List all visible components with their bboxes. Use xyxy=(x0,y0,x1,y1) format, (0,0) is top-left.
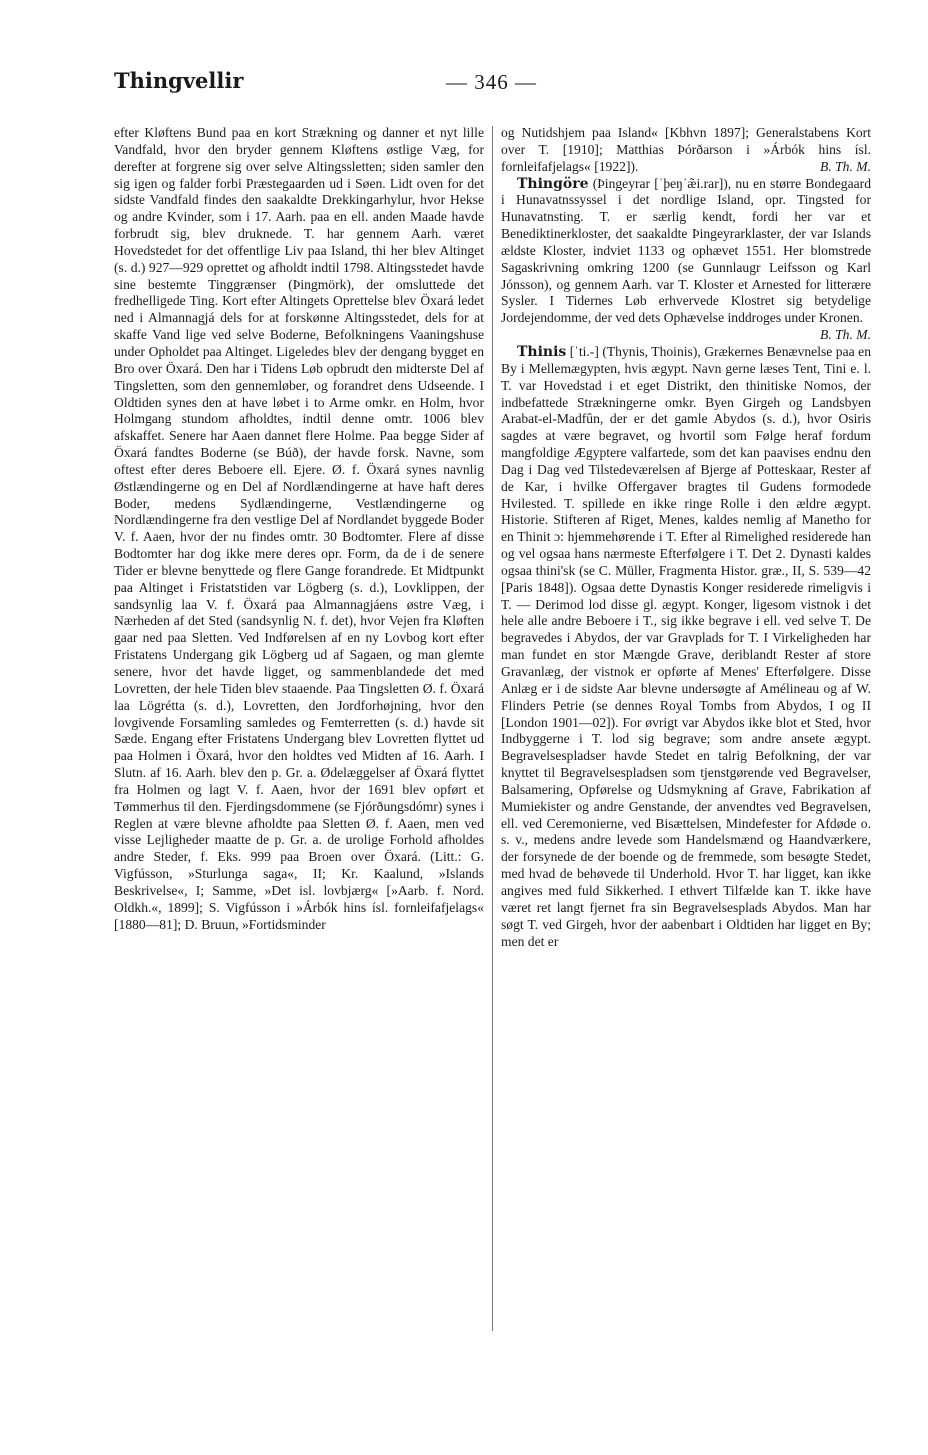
entry-headword: Thingöre xyxy=(517,175,589,192)
page-number: — 346 — xyxy=(446,70,537,94)
thinis-entry xyxy=(501,344,871,950)
entry-body: [ˈti.-] (Thynis, Thoinis), Grækernes Benævnelse paa en By i Mellemægypten, hvis ægypt. Navn gerne læses Tent, Tini e. l. T. var Hovedstad i et eget Distrikt, den thinitiske Nomos, der indbefattede Strækningerne omkr. Byen Girgeh og Landsbyen Arabat-el-Madfûn, der er det gamle Abydos (s. d.), hvor Osiris sagdes at være begravet, og hvortil som Følge heraf fordum mangfoldige Ægyptere valfartede, som det kan paavises endnu den Dag i Dag ved Tilstedeværelsen af Bjerge af Potteskaar, Rester af de Kar, i hvilke Offergaver bragtes til Gudens formodede Hvilested. T. spillede en ikke ringe Rolle i den ældre ægypt. Historie. Stifteren af Riget, Menes, kaldes nemlig af Manetho for en Thinit ɔ: hjemmehørende i T. Efter al Rimelighed residerede han og vel ogsaa hans nærmeste Efterfølgere i T. Det 2. Dynasti kaldes ogsaa thini'sk (se C. Müller, Fragmenta Histor. græ., II, S. 539—42 [Paris 1848]). Ogsaa dette Dynastis Konger residerede rimeligvis i T. — Derimod lod disse gl. ægypt. Konger, ligesom vistnok i det hele alle andre Beboere i T., sig ikke begrave i ell. ved selve T. De begravedes i Abydos, der var Gravplads for T. I Virkeligheden har man fundet en stor Mængde Grave, deriblandt Rester af store Gravanlæg, der vistnok er opførte af Menes' Efterfølgere. Disse Anlæg er i de sidste Aar blevne undersøgte af Amélineau og af W. Flinders Petrie (se dennes Royal Tombs from Abydos, I og II [London 1901—02]). For øvrigt var Abydos ikke blot et Sted, hvor Indbyggerne i T. lod sig begrave; som andre ansete ægypt. Begravelsespladser havde Stedet en talrig Befolkning, der var knyttet til Begravelsespladsen som tjenstgørende ved Begravelser, Balsamering, Opførelse og Udsmykning af Grave, Fabrikation af Mumiekister og andre Genstande, der anvendtes ved Begravelsen, ell. ved Ceremonierne, ved Bisættelsen, Mindefester for Afdøde o. s. v., medens andre levede som Handelsmænd og Haandværkere, der forsynede de der boende og de fremmede, som besøgte Stedet, med hvad de behøvede til Underhold. Hvor T. har ligget, kan ikke angives med fuld Sikkerhed. I ethvert Tilfælde kan T. ikke have været ret langt fjernet fra sin Begravelsesplads Abydos. Man har søgt T. ved Girgeh, hvor der aabenbart i Oldtiden har ligget en By; men det er xyxy=(501,343,871,949)
thingore-entry xyxy=(501,175,871,343)
right-column xyxy=(501,125,871,950)
thingvellir-entry-continuation: efter Kløftens Bund paa en kort Strækning og danner et nyt lille Vandfald, hvor den bryder gennem Kløftens østlige Væg, for derefter at forgrene sig over selve Altingssletten; siden samler den sig igen og falder forbi Præstegaarden ud i Søen. Lidt oven for det sidste Vandfald findes den saakaldte Drekkingarhylur, hvor Hekse og andre Kvinder, som i 17. Aarh. paa en ell. anden Maade havde forbrudt sig, blev druknede. T. har gennem Aarh. været Hovedstedet for det offentlige Liv paa Island, thi her blev Altinget (s. d.) 927—929 oprettet og afholdt indtil 1798. Altingsstedet havde sine bestemte Tinggrænser (Þingmörk), der omsluttede det fredhelligede Ting. Kort efter Altingets Oprettelse blev Öxará ledet ned i Almannagjá dels for at forskønne Altingsstedet, dels for at skaffe Vand lige ved selve Boderne, Befolkningens Vaaningshuse under Opholdet paa Altinget. Ligeledes blev der dengang bygget en Bro over Öxará. Den har i Tidens Løb opbrudt den midterste Del af Tingsletten, som den gennemløber, og forandret dens Udseende. I Oldtiden synes den at have løbet i to Arme omkr. en Holm, hvor Holmgang stundom afholdtes, indtil denne omtr. 1006 blev afskaffet. Senere har Aaen dannet flere Holme. Paa begge Sider af Öxará fandtes Boderne (se Búð), der havde forsk. Navne, som oftest efter deres Beboere ell. Ejere. Ø. f. Öxará synes navnlig Østlændingerne og en Del af Nordlændingerne at have haft deres Boder, medens Sydlændingerne, Vestlændingerne og Nordlændingerne fra den vestlige Del af Nordlandet byggede Boder V. f. Aaen, hvor der nu findes omtr. 30 Bodtomter. Flere af disse Bodtomter har dog ikke mere deres opr. Form, da de i de senere Tider er blevne benyttede og flere Gange forandrede. Et Midtpunkt paa Altinget i Fristatstiden var Lögberg (s. d.), Lovklippen, der sandsynlig laa V. f. Öxará paa Almannagjáens østre Væg, i Nærheden af det Sted (sandsynlig N. f. det), hvor Vejen fra Kløften gaar ned paa Sletten. Ved Indførelsen af en ny Lovbog kort efter Fristatens Undergang gik Lögberg ud af Sagaen, og man glemte senere, hvor det havde ligget, og sammenblandede det med Lovretten, der hele Tiden blev staaende. Paa Tingsletten Ø. f. Öxará laa Lögrétta (s. d.), Lovretten, den Jordforhøjning, hvor den lovgivende Forsamling samledes og Femterretten (s. d.) havde sit Sæde. Engang efter Fristatens Undergang blev Lovretten flyttet ud paa Holmen i Öxará, hvor den holdtes ved Midten af 16. Aarh. I Slutn. af 16. Aarh. blev den p. Gr. a. Ødelæggelser af Öxará flyttet fra Holmen og lagt V. f. Aaen, hvor der 1691 blev opført et Tømmerhus til den. Fjerdingsdommene (se Fjórðungsdómr) synes i Reglen at være blevne afholdte paa Sletten Ø. f. Aaen, men ved visse Lejligheder maatte de p. Gr. a. de urolige Forhold afholdes andre Steder, f. Eks. 999 paa Broen over Öxará. (Litt.: G. Vigfússon, »Sturlunga saga«, II; Kr. Kaalund, »Islands Beskrivelse«, I; Samme, »Det isl. lovbjærg« [»Aarb. f. Nord. Oldkh.«, 1899]; S. Vigfússon i »Árbók hins ísl. fornleifafjelags« [1880—81]; D. Bruun, »Fortidsminder xyxy=(114,125,484,932)
column-divider xyxy=(492,126,493,1331)
entry-headword: Thinis xyxy=(517,343,567,360)
page-header xyxy=(114,64,874,104)
running-head: Thingvellir xyxy=(114,68,244,93)
entry-signature: B. Th. M. xyxy=(820,327,871,343)
continuation-text: og Nutidshjem paa Island« [Kbhvn 1897]; Generalstabens Kort over T. [1910]; Matthias Þórðarson i »Árbók hins ísl. fornleifafjelags« [1922]). xyxy=(501,125,871,174)
entry-body: (Þingeyrar [ˈþeŋˈæ̃i.rar]), nu en større Bondegaard i Hunavatnssyssel i det nordlige Island, opr. Tingsted for Hunavatnsting. T. er særlig kendt, fordi her var et Benediktinerkloster, det saakaldte Þingeyrarklaster, der var Islands ældste Kloster, indviet 1133 og ophævet 1551. Her blomstrede Sagaskrivning omkring 1200 (se Gunnlaugr Leifsson og Karl Jónsson), og gennem Aarh. var T. Kloster et Arnested for litterære Sysler. I Tidernes Løb erhvervede Klostret sig betydelige Jordejendomme, der ved dets Ophævelse inddroges under Kronen. xyxy=(501,175,871,326)
entry-signature: B. Th. M. xyxy=(820,158,871,174)
left-column xyxy=(114,125,484,934)
thingvellir-entry-tail xyxy=(501,125,871,176)
